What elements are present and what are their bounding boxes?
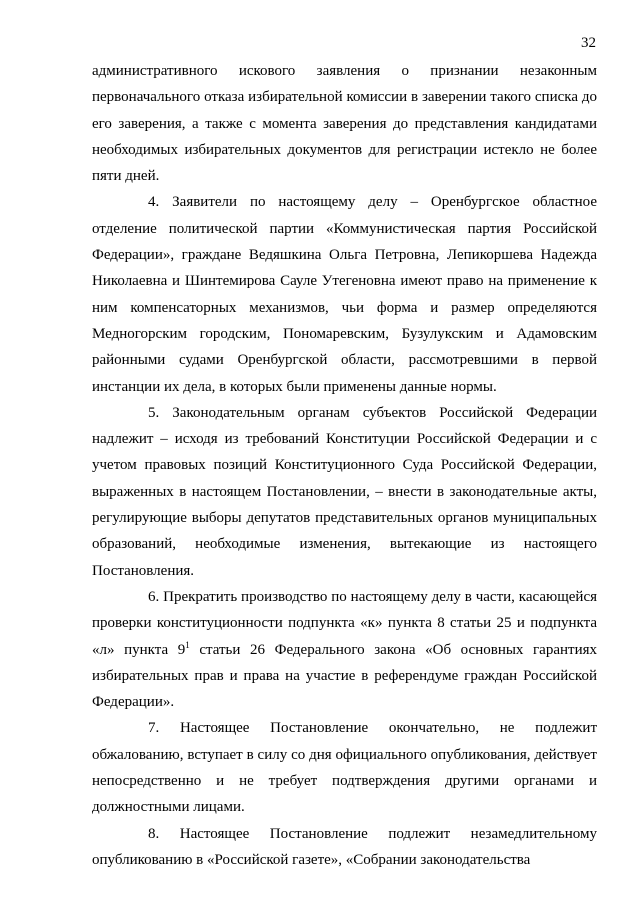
superscript-1: 1 [185, 639, 190, 650]
paragraph-continuation: административного искового заявления о признании незаконным первоначального отказа избирательной комиссии в заверении такого списка до его заверения, а также с момента заверения до представления кандидатами необходимых избирательных документов для регистрации истекло не более пяти дней. [92, 63, 597, 185]
paragraph-6 [92, 584, 597, 715]
paragraph-4: 4. Заявители по настоящему делу – Оренбургское областное отделение политической партии «Коммунистическая партия Российской Федерации», граждане Ведяшкина Ольга Петровна, Лепикоршева Надежда Николаевна и Шинтемирова Сауле Утегеновна имеют право на применение к ним компенсаторных механизмов, чьи форма и размер определяются Медногорским городским, Пономаревским, Бузулукским и Адамовским районными судами Оренбургской области, рассмотревшими в первой инстанции их дела, в которых были применены данные нормы. [92, 194, 597, 395]
document-body [92, 58, 597, 873]
page-number: 32 [581, 35, 596, 51]
paragraph-6-text-after: статьи 26 Федерального закона «Об основных гарантиях избирательных прав и права на участие в референдуме граждан Российской Федерации». [92, 641, 598, 711]
paragraph-8: 8. Настоящее Постановление подлежит незамедлительному опубликованию в «Российской газете», «Собрании законодательства [92, 825, 597, 868]
paragraph-5: 5. Законодательным органам субъектов Российской Федерации надлежит – исходя из требований Конституции Российской Федерации и с учетом правовых позиций Конституционного Суда Российской Федерации, выраженных в настоящем Постановлении, – внести в законодательные акты, регулирующие выборы депутатов представительных органов муниципальных образований, необходимые изменения, вытекающие из настоящего Постановления. [92, 404, 597, 579]
paragraph-6-text-before: 6. Прекратить производство по настоящему делу в части, касающейся проверки конституционности подпункта «к» пункта 8 статьи 25 и подпункта «л» пункта 9 [92, 588, 597, 658]
paragraph-7: 7. Настоящее Постановление окончательно, не подлежит обжалованию, вступает в силу со дня официального опубликования, действует непосредственно и не требует подтверждения другими органами и должностными лицами. [92, 720, 597, 816]
